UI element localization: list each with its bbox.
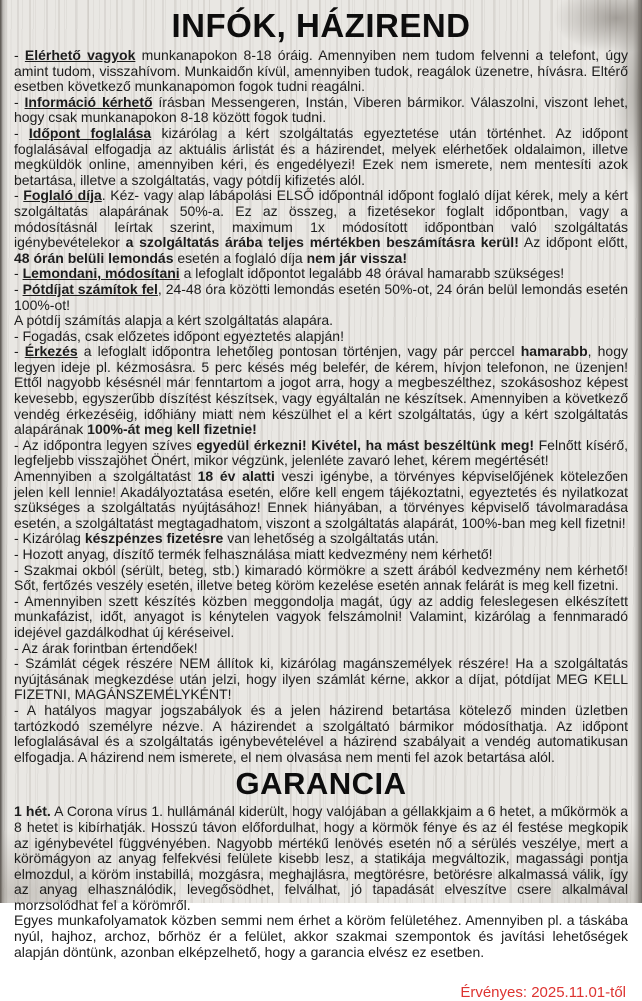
text-run: . Kéz- vagy alap lábápolási ELSŐ időpontnál időpont foglaló díjat kérek, mely a kért szolgáltatás alapárának 50%-a. Ez az összeg, a fizetésekor foglalt időpontban, vagy a módosításnál leírtak szerint, maximum 1x módosított időpontban való szolgáltatás igénybevételekor <box>14 187 628 251</box>
paragraph <box>14 266 628 282</box>
paragraph <box>14 313 628 329</box>
paragraph <box>14 329 628 345</box>
section-title-garancia: GARANCIA <box>235 766 407 802</box>
text-run: Információ kérhető <box>24 93 153 110</box>
text-run: , 24-48 óra közötti lemondás esetén 50%-ot, 24 órán belül lemondás esetén 100%-ot! <box>14 280 628 313</box>
text-run: - Az árak forintban értendőek! <box>14 639 198 656</box>
text-run: - Fogadás, csak előzetes időpont egyeztetés alapján! <box>14 327 344 344</box>
text-run: kizárólag a kért szolgáltatás egyeztetése után történhet. Az időpont foglalásával elfogadja az aktuális árlistát és a házirendet, melyek elérhetőek oldalaimon, illetve megküldök online, amennyiben kéri, és engedélyezi! Ezek nem ismerete, nem mentesíti azok betartása, illetve a szolgáltatás, vagy pótdíj kifizetés alól. <box>14 124 628 188</box>
paragraph <box>14 95 628 126</box>
text-run: - Hozott anyag, díszítő termék felhasználása miatt kedvezmény nem kérhető! <box>14 546 493 562</box>
paragraph <box>14 594 628 641</box>
text-run: Egyes munkafolyamatok közben semmi nem érhet a köröm felületéhez. Amennyiben pl. a táskába nyúl, hajhoz, archoz, bőrhöz ér a felület, akkor szakmai szempontok és javítási lehetőségek alapján döntünk, azonban elképzelhető, hogy a garancia elvész ez esetben. <box>14 912 628 960</box>
paragraph <box>14 126 628 188</box>
text-run: 100%-át meg kell fizetnie! <box>87 421 257 438</box>
paragraph <box>14 656 628 703</box>
paragraph <box>14 641 628 657</box>
text-run: Elérhető vagyok <box>24 47 136 63</box>
text-run: - Amennyiben szett készítés közben meggondolja magát, úgy az addig feleslegesen elkészített munkafázist, időt, anyagot is kénytelen vagyok felszámolni! Valamint, kizárólag a fennmaradó idejével gazdálkodhat új kéréseivel. <box>14 592 628 640</box>
text-run: Pótdíjat számítok fel <box>22 280 158 297</box>
text-run: Érkezés <box>24 343 78 360</box>
text-run: - <box>14 47 25 63</box>
text-run: - <box>14 280 23 297</box>
text-run: - <box>14 343 25 360</box>
text-run: - A hatályos magyar jogszabályok és a jelen házirend betartása kötelező minden üzletben tartózkodó személyre nézve. A házirendet a szolgáltató bármikor módosíthatja. Az időpont lefoglalásával és a szolgáltatás igénybevételével a házirend szabályait a vendég automatikusan elfogadja. A házirend nem ismerete, el nem olvasása nem menti fel azok betartása alól. <box>14 701 628 765</box>
text-run: nem jár vissza! <box>306 249 407 266</box>
paragraph <box>14 469 628 531</box>
paragraph <box>14 531 628 547</box>
text-run: , hogy legyen ideje pl. kézmosásra. 5 perc késés még belefér, de kérem, hívjon telefonon, ne üzenjen! Ettől nagyobb késésnél már fenntartom a jogot arra, hogy a megbeszélthez, szokásoshoz képest kevesebb, egyszerűbb díszítést készítsek, vagy egyáltalán ne készítsek. Amennyiben a következő vendég érkezéséig, időhiány miatt nem készülhet el a kért szolgáltatás, úgy a kért szolgáltatás alapárának <box>14 343 628 438</box>
paragraph <box>14 913 628 960</box>
text-run: A pótdíj számítás alapja a kért szolgáltatás alapára. <box>14 312 334 329</box>
text-run: készpénzes fizetésre <box>84 530 224 547</box>
paragraph <box>14 438 628 469</box>
text-run: egyedül érkezni! Kivétel, ha mást beszéltünk meg! <box>196 436 535 453</box>
text-run: - <box>14 93 25 110</box>
text-run: 48 órán belüli lemondás <box>14 249 174 266</box>
text-run: Az időpont előtt, <box>518 234 628 251</box>
paragraph <box>14 344 628 438</box>
text-run: - Az időpontra legyen szíves <box>14 436 197 453</box>
text-run: - Kizárólag <box>14 530 85 547</box>
paragraph <box>14 563 628 594</box>
text-run: - <box>14 124 29 141</box>
section-title-infok: INFÓK, HÁZIREND <box>171 7 471 44</box>
infok-section-body <box>14 48 628 765</box>
text-run: Lemondani, módosítani <box>22 265 180 282</box>
paragraph <box>14 48 628 95</box>
text-run: Foglaló díja <box>23 187 102 204</box>
text-run: - <box>14 187 24 204</box>
text-run: esetén a foglaló díja <box>173 249 307 266</box>
text-run: - Számlát cégek részére NEM állítok ki, kizárólag magánszemélyek részére! Ha a szolgáltatás nyújtásának megkezdése után jelzi, hogy ilyen számlát kérne, akkor a díjat, pótdíjat MEG KELL FIZETNI, MAGÁNSZEMÉLYKÉNT! <box>14 655 628 703</box>
text-run: Felnőtt kísérő, legfeljebb visszajöhet Önért, mikor végzünk, jelenléte zavaró lehet, kérem megértését! <box>14 436 628 469</box>
paragraph <box>14 703 628 765</box>
text-run: hamarabb <box>520 343 588 360</box>
text-run: van lehetőség a szolgáltatás után. <box>223 530 439 547</box>
paragraph <box>14 804 628 913</box>
text-run: 1 hét. <box>14 803 51 820</box>
paragraph <box>14 188 628 266</box>
text-run: a lefoglalt időpontot legalább 48 órával hamarabb szükséges! <box>179 265 565 282</box>
paragraph <box>14 547 628 563</box>
text-run: munkanapokon 8-18 óráig. Amennyiben nem tudom felvenni a telefont, úgy amint tudom, visszahívom. Munkaidőn kívül, amennyiben tudok, reagálok üzenetre, hívásra. Eltérő esetben következő munkanapomon fogok tudni reagálni. <box>14 47 628 95</box>
text-run: Amennyiben a szolgáltatást <box>14 468 198 485</box>
text-run: - <box>14 265 23 282</box>
text-run: - Szakmai okból (sérült, beteg, stb.) kimaradó körmökre a szett árából kedvezmény nem kérhető! Sőt, fertőzés veszély esetén, illetve beteg köröm kezelése esetén annak felárát is meg kell fizetni. <box>14 561 628 594</box>
garancia-section-body <box>14 804 628 960</box>
paragraph <box>14 282 628 313</box>
text-run: a lefoglalt időpontra lehetőleg pontosan történjen, vagy pár perccel <box>77 343 521 360</box>
text-run: a szolgáltatás árába teljes mértékben beszámításra kerül! <box>125 234 519 251</box>
text-run: 18 év alatti <box>197 468 275 485</box>
validity-note: Érvényes: 2025.11.01-től <box>460 984 626 1001</box>
text-run: Időpont foglalása <box>28 124 152 141</box>
text-run: írásban Messengeren, Instán, Viberen bármikor. Válaszolni, viszont lehet, hogy csak munkanapokon 8-18 között fogok tudni. <box>14 93 629 126</box>
text-run: A Corona vírus 1. hullámánál kiderült, hogy valójában a géllakkjaim a 6 hetet, a műkörmök a 8 hetet is kibírhatják. Hosszú távon előfordulhat, hogy a körmök fénye és az él festése megkopik az igénybevétel függvényében. Nagyobb mértékű lenövés esetén nő a sérülés veszélye, mert a körömágyon az anyag felfekvési felülete kisebb lesz, a statikája megváltozik, magassági pontja elmozdul, a köröm instabillá, mozgásra, meghajlásra, megtörésre, betörésre alkalmassá válik, így az anyag elhasználódik, levegősödhet, felválhat, jó tapadását elveszítve csere alkalmával morzsolódhat fel a körömről. <box>14 803 628 913</box>
text-run: veszi igénybe, a törvényes képviselőjének kötelezően jelen kell lennie! Akadályoztatása esetén, előre kell engem tájékoztatni, egyeztetés és nyilatkozat szükséges a szolgáltatás nyújtásához! Ennek hiányában, a törvényes képviselő távolmaradása esetén, a szolgáltatást megtagadhatom, viszont a szolgáltatás alapárát, 100%-ban meg kell fizetni! <box>14 468 629 531</box>
